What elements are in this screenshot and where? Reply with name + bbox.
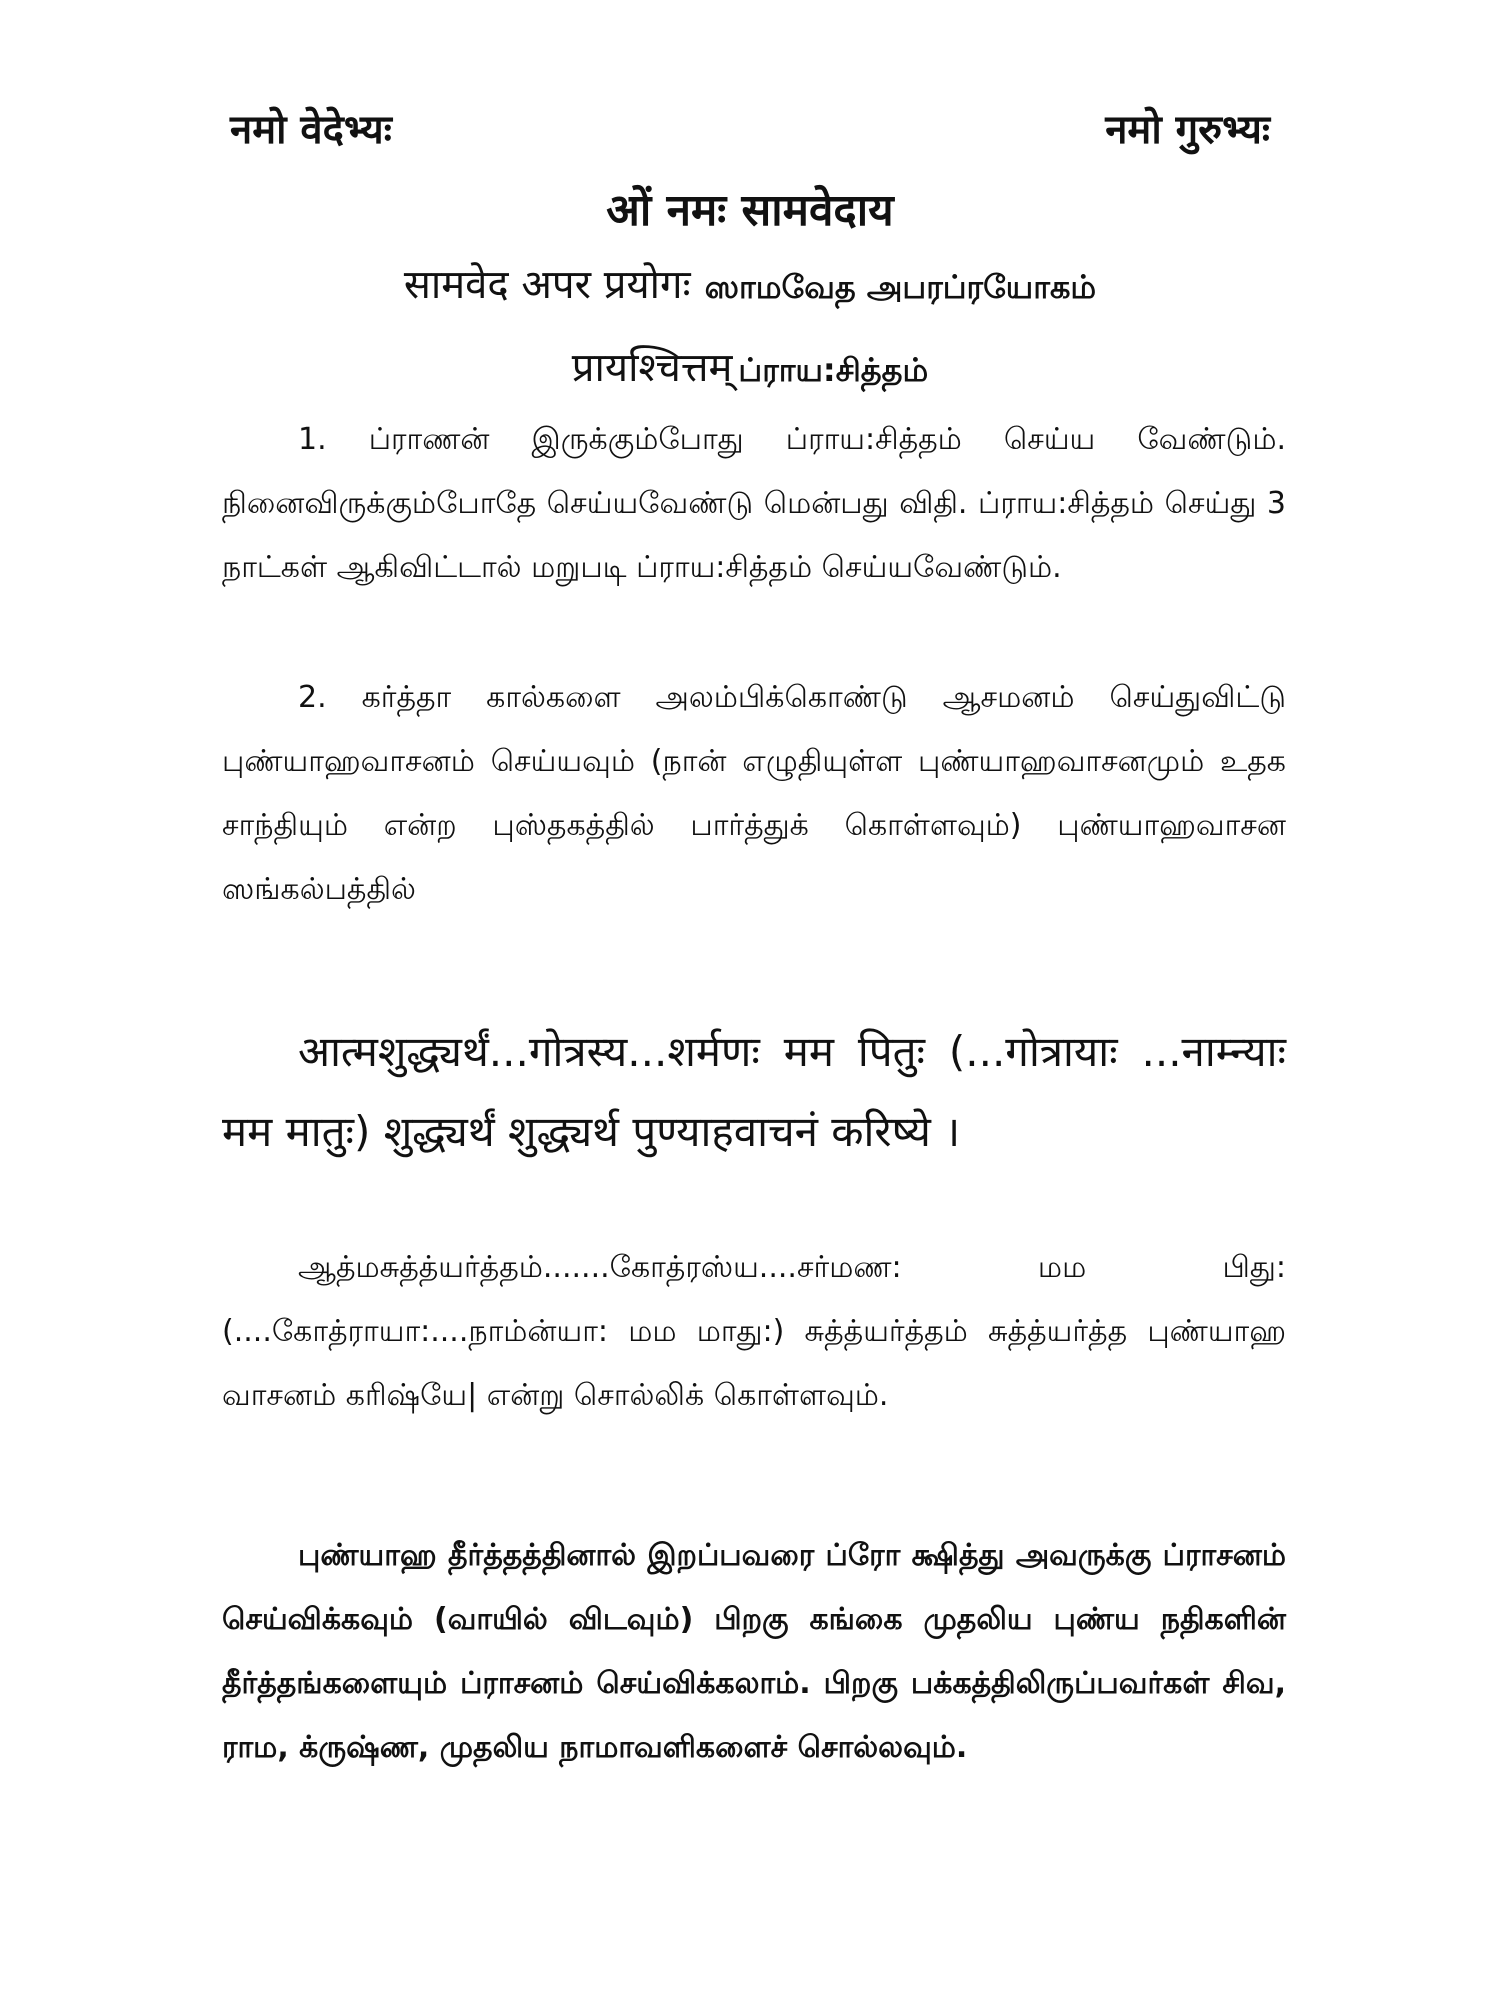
paragraph-5-block bbox=[222, 1524, 1286, 1780]
paragraph-2-block bbox=[222, 666, 1286, 922]
header-left-salutation: नमो वेदेभ्यः bbox=[230, 107, 392, 153]
section-subtitle bbox=[0, 338, 1500, 393]
paragraph-5: புண்யாஹ தீர்த்தத்தினால் இறப்பவரை ப்ரோ க்ஷித்து அவருக்கு ப்ராசனம் செய்விக்கவும் (வாயில் விடவும்) பிறகு கங்கை முதலிய புண்ய நதிகளின் தீர்த்தங்களையும் ப்ராசனம் செய்விக்கலாம். பிறகு பக்கத்திலிருப்பவர்கள் சிவ, ராம, க்ருஷ்ண, முதலிய நாமாவளிகளைச் சொல்லவும். bbox=[222, 1538, 1286, 1765]
page-title bbox=[0, 255, 1500, 310]
title-sanskrit: सामवेद अपर प्रयोगः bbox=[403, 262, 691, 308]
title-tamil: ஸாமவேத அபரப்ரயோகம் bbox=[704, 268, 1097, 306]
paragraph-1-block bbox=[222, 408, 1286, 600]
tamil-sankalpa: ஆத்மசுத்த்யர்த்தம்.......கோத்ரஸ்ய....சர்மண: மம பிது: (....கோத்ராயா:....நாம்ன்யா: மம மாது:) சுத்த்யர்த்தம் சுத்த்யர்த்த புண்யாஹ வாசனம் கரிஷ்யே| என்று சொல்லிக் கொள்ளவும். bbox=[222, 1250, 1286, 1413]
paragraph-2: 2. கர்த்தா கால்களை அலம்பிக்கொண்டு ஆசமனம் செய்துவிட்டு புண்யாஹவாசனம் செய்யவும் (நான் எழுதியுள்ள புண்யாஹவாசனமும் உதக சாந்தியும் என்ற புஸ்தகத்தில் பார்த்துக் கொள்ளவும்) புண்யாஹவாசன ஸங்கல்பத்தில் bbox=[222, 680, 1286, 907]
subtitle-tamil: ப்ராய:சித்தம் bbox=[738, 351, 929, 389]
subtitle-sanskrit: प्रायश्चित्तम् bbox=[571, 345, 733, 391]
tamil-sankalpa-block bbox=[222, 1236, 1286, 1428]
invocation-heading: ओं नमः सामवेदाय bbox=[606, 185, 894, 236]
paragraph-1: 1. ப்ராணன் இருக்கும்போது ப்ராய:சித்தம் செய்ய வேண்டும். நினைவிருக்கும்போதே செய்யவேண்டு மென்பது விதி. ப்ராய:சித்தம் செய்து 3 நாட்கள் ஆகிவிட்டால் மறுபடி ப்ராய:சித்தம் செய்யவேண்டும். bbox=[222, 422, 1286, 585]
header-right-salutation: नमो गुरुभ्यः bbox=[1105, 107, 1270, 153]
sanskrit-sankalpa-block bbox=[222, 1012, 1286, 1172]
sanskrit-sankalpa: आत्मशुद्ध्यर्थं...गोत्रस्य...शर्मणः मम पितुः (...गोत्रायाः ...नाम्न्याः मम मातुः) शुद्ध्यर्थं शुद्ध्यर्थ पुण्याहवाचनं करिष्ये । bbox=[222, 1027, 1286, 1156]
